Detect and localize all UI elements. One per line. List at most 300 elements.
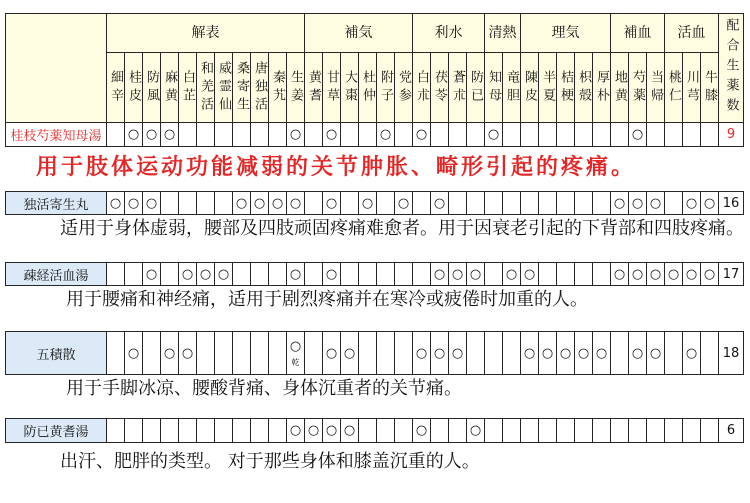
- ingredient-count-header: [718, 13, 744, 123]
- herb-cell: [574, 418, 593, 443]
- category-header: [484, 13, 521, 53]
- circle-mark-icon: ○: [469, 266, 482, 282]
- herb-cell: [574, 122, 593, 147]
- herb-cell: [484, 331, 503, 375]
- circle-mark-icon: ○: [541, 345, 554, 361]
- category-label: 清熱: [488, 25, 517, 41]
- herb-cell: [430, 331, 449, 375]
- herb-cell: [142, 262, 161, 286]
- herb-cell: [322, 331, 341, 375]
- herb-name: 麻黄: [162, 69, 177, 106]
- herb-name: 和羌活: [198, 60, 213, 115]
- herb-cell: [430, 122, 449, 147]
- formula-name: 防已黄耆湯: [23, 425, 89, 440]
- herb-cell: [196, 418, 215, 443]
- circle-mark-icon: ○: [289, 338, 302, 354]
- herb-cell: [394, 262, 413, 286]
- herb-header-cell: [286, 52, 305, 123]
- circle-mark-icon: ○: [325, 195, 338, 211]
- herb-cell: [268, 191, 287, 215]
- herb-name: 桂皮: [126, 69, 141, 106]
- circle-mark-icon: ○: [685, 266, 698, 282]
- circle-mark-icon: ○: [487, 127, 500, 142]
- herb-cell: [160, 418, 179, 443]
- herb-name: 蒼朮: [450, 69, 465, 106]
- herb-cell: [682, 418, 701, 443]
- circle-mark-icon: ○: [307, 423, 320, 438]
- circle-mark-icon: ○: [289, 266, 302, 282]
- header-corner-cell: [5, 13, 107, 123]
- herb-name: 半夏: [540, 69, 555, 106]
- circle-mark-icon: ○: [289, 127, 302, 142]
- herb-cell: [358, 122, 377, 147]
- herb-header-cell: [304, 52, 323, 123]
- herb-cell: [196, 191, 215, 215]
- herb-header-cell: [592, 52, 611, 123]
- herb-cell: [106, 418, 125, 443]
- circle-mark-icon: ○: [217, 266, 230, 282]
- herb-cell: [142, 191, 161, 215]
- circle-mark-icon: ○: [685, 345, 698, 361]
- formula-name: 五積散: [36, 347, 76, 363]
- herb-cell: [142, 331, 161, 375]
- herb-cell: [412, 122, 431, 147]
- herb-header-cell: [340, 52, 359, 123]
- herb-cell: [376, 191, 395, 215]
- category-header: [412, 13, 485, 53]
- herb-cell: [646, 418, 665, 443]
- herb-cell: [286, 191, 305, 215]
- herb-cell: [232, 191, 251, 215]
- circle-mark-icon: ○: [289, 195, 302, 211]
- herb-cell: [556, 418, 575, 443]
- herb-cell: [484, 418, 503, 443]
- category-label: 補気: [344, 25, 373, 41]
- herb-cell: [520, 122, 539, 147]
- circle-mark-icon: ○: [703, 266, 716, 282]
- circle-mark-icon: ○: [631, 195, 644, 211]
- herb-cell: [538, 191, 557, 215]
- circle-mark-icon: ○: [325, 345, 338, 361]
- herb-header-cell: [466, 52, 485, 123]
- herb-cell: [556, 191, 575, 215]
- herb-cell: [502, 191, 521, 215]
- circle-mark-icon: ○: [631, 127, 644, 142]
- herb-name: 桔梗: [558, 69, 573, 106]
- herb-name: 芍薬: [630, 69, 645, 106]
- herb-header-cell: [106, 52, 125, 123]
- herb-cell: [358, 331, 377, 375]
- herb-name: 陳皮: [522, 69, 537, 106]
- herb-cell: [394, 418, 413, 443]
- herb-name: 知母: [486, 69, 501, 106]
- herb-cell: [448, 191, 467, 215]
- herb-cell: [556, 331, 575, 375]
- ingredient-count-value: 6: [726, 423, 736, 438]
- herb-cell: [412, 331, 431, 375]
- circle-mark-icon: ○: [523, 266, 536, 282]
- circle-mark-icon: ○: [343, 345, 356, 361]
- herb-header-cell: [502, 52, 521, 123]
- herb-cell: [178, 191, 197, 215]
- herb-cell: [700, 122, 719, 147]
- herb-cell: [700, 262, 719, 286]
- herb-name: 杜仲: [360, 69, 375, 106]
- circle-mark-icon: ○: [127, 195, 140, 211]
- herb-cell: [484, 191, 503, 215]
- herb-name: 大棗: [342, 69, 357, 106]
- herb-cell: [520, 331, 539, 375]
- herb-cell: [250, 191, 269, 215]
- circle-mark-icon: ○: [325, 266, 338, 282]
- herb-cell: [628, 122, 647, 147]
- formula-description: 用于手脚冰凉、腰酸背痛、身体沉重者的关节痛。: [66, 378, 462, 399]
- herb-cell: [610, 191, 629, 215]
- herb-name: 甘草: [324, 69, 339, 106]
- herb-cell: [106, 262, 125, 286]
- herb-name: 防已: [468, 69, 483, 106]
- herb-cell: [286, 331, 305, 375]
- circle-mark-icon: ○: [451, 266, 464, 282]
- herb-cell: [376, 122, 395, 147]
- herb-header-cell: [160, 52, 179, 123]
- herb-cell: [610, 122, 629, 147]
- category-header: [106, 13, 305, 53]
- circle-mark-icon: ○: [253, 195, 266, 211]
- herb-cell: [448, 331, 467, 375]
- herb-cell: [214, 191, 233, 215]
- herb-cell: [214, 262, 233, 286]
- herb-name: 桃仁: [666, 69, 681, 106]
- herb-cell: [160, 191, 179, 215]
- herb-cell: [142, 418, 161, 443]
- herb-header-cell: [376, 52, 395, 123]
- herb-cell: [682, 191, 701, 215]
- herb-cell: [574, 331, 593, 375]
- circle-mark-icon: ○: [145, 127, 158, 142]
- circle-mark-icon: ○: [649, 266, 662, 282]
- herb-cell: [160, 262, 179, 286]
- circle-mark-icon: ○: [415, 423, 428, 438]
- circle-mark-icon: ○: [523, 345, 536, 361]
- formula-description: 出汗、肥胖的类型。 对于那些身体和膝盖沉重的人。: [60, 451, 480, 472]
- herb-name: 黄耆: [306, 69, 321, 106]
- herb-cell: [502, 418, 521, 443]
- circle-mark-icon: ○: [667, 266, 680, 282]
- herb-cell: [700, 418, 719, 443]
- ingredient-count-value: 16: [722, 195, 740, 211]
- herb-cell: [142, 122, 161, 147]
- herb-cell: [286, 262, 305, 286]
- herb-cell: [322, 262, 341, 286]
- circle-mark-icon: ○: [397, 195, 410, 211]
- herb-cell: [358, 262, 377, 286]
- category-header: [304, 13, 413, 53]
- herb-cell: [376, 262, 395, 286]
- formula-name: 桂枝芍薬知母湯: [10, 129, 102, 144]
- herb-cell: [466, 122, 485, 147]
- circle-mark-icon: ○: [613, 195, 626, 211]
- circle-mark-icon: ○: [505, 266, 518, 282]
- herb-cell: [484, 122, 503, 147]
- herb-cell: [700, 191, 719, 215]
- herb-cell: [412, 262, 431, 286]
- circle-mark-icon: ○: [433, 195, 446, 211]
- herb-cell: [592, 331, 611, 375]
- circle-mark-icon: ○: [649, 195, 662, 211]
- herb-name: 桑寄生: [234, 60, 249, 115]
- herb-cell: [520, 418, 539, 443]
- herb-cell: [214, 122, 233, 147]
- herb-cell: [556, 122, 575, 147]
- herb-cell: [682, 122, 701, 147]
- herb-name: 牛膝: [702, 69, 717, 106]
- herb-cell: [196, 331, 215, 375]
- ingredient-count-value: 18: [722, 345, 740, 361]
- herb-cell: [466, 191, 485, 215]
- formula-name-cell: [5, 262, 107, 286]
- herb-header-cell: [556, 52, 575, 123]
- herb-cell: [538, 262, 557, 286]
- herb-cell: [322, 191, 341, 215]
- herb-cell: [232, 331, 251, 375]
- herb-cell: [394, 122, 413, 147]
- herb-cell: [574, 191, 593, 215]
- herb-cell: [124, 191, 143, 215]
- circle-mark-icon: ○: [415, 127, 428, 142]
- herb-cell: [268, 262, 287, 286]
- herb-name: 当帰: [648, 69, 663, 106]
- herb-name: 防風: [144, 69, 159, 106]
- herb-cell: [106, 122, 125, 147]
- herb-name: 威霊仙: [216, 60, 231, 115]
- circle-mark-icon: ○: [631, 266, 644, 282]
- herb-header-cell: [574, 52, 593, 123]
- ingredient-count-value: 17: [722, 266, 740, 282]
- herb-name: 茯苓: [432, 69, 447, 106]
- herb-cell: [304, 418, 323, 443]
- circle-mark-icon: ○: [109, 195, 122, 211]
- circle-mark-icon: ○: [181, 345, 194, 361]
- circle-mark-icon: ○: [685, 195, 698, 211]
- circle-mark-icon: ○: [649, 345, 662, 361]
- herb-cell: [646, 331, 665, 375]
- ingredient-count-cell: [718, 331, 744, 375]
- herb-cell: [592, 418, 611, 443]
- category-label: 理気: [551, 25, 580, 41]
- herb-cell: [538, 331, 557, 375]
- herb-cell: [340, 262, 359, 286]
- herb-header-cell: [664, 52, 683, 123]
- herb-cell: [340, 122, 359, 147]
- herb-cell: [232, 418, 251, 443]
- herb-cell: [502, 122, 521, 147]
- circle-mark-icon: ○: [415, 345, 428, 361]
- circle-mark-icon: ○: [127, 345, 140, 361]
- herb-cell: [196, 262, 215, 286]
- formula-description: 用于腰痛和神经痛，适用于剧烈疼痛并在寒冷或疲倦时加重的人。: [66, 289, 588, 310]
- herb-header-cell: [538, 52, 557, 123]
- herb-cell: [430, 191, 449, 215]
- herb-cell: [250, 331, 269, 375]
- formula-description: 用于肢体运动功能减弱的关节肿胀、畸形引起的疼痛。: [36, 155, 637, 180]
- herb-cell: [124, 418, 143, 443]
- herb-name: 白芷: [180, 69, 195, 106]
- herb-cell: [304, 191, 323, 215]
- herb-cell: [592, 191, 611, 215]
- herb-cell: [376, 418, 395, 443]
- circle-mark-icon: ○: [235, 195, 248, 211]
- herb-cell: [340, 418, 359, 443]
- herb-cell: [178, 262, 197, 286]
- ingredient-count-cell: [718, 262, 744, 286]
- category-label: 活血: [677, 25, 706, 41]
- herb-name: 唐独活: [252, 60, 267, 115]
- circle-mark-icon: ○: [325, 127, 338, 142]
- herb-cell: [304, 331, 323, 375]
- herb-header-cell: [358, 52, 377, 123]
- herb-header-cell: [646, 52, 665, 123]
- herb-cell: [628, 331, 647, 375]
- herb-cell: [304, 262, 323, 286]
- herb-cell: [286, 418, 305, 443]
- circle-mark-icon: ○: [613, 266, 626, 282]
- herb-cell: [448, 122, 467, 147]
- herb-cell: [268, 418, 287, 443]
- herb-cell: [394, 331, 413, 375]
- herb-header-cell: [142, 52, 161, 123]
- ingredient-count-cell: [718, 418, 744, 443]
- formula-name: 疎経活血湯: [23, 268, 89, 284]
- herb-cell: [250, 418, 269, 443]
- herb-cell: [592, 122, 611, 147]
- herb-header-cell: [412, 52, 431, 123]
- herb-cell: [178, 331, 197, 375]
- herb-cell: [682, 262, 701, 286]
- herb-cell: [286, 122, 305, 147]
- herb-header-cell: [124, 52, 143, 123]
- herb-name: 竜胆: [504, 69, 519, 106]
- category-header: [664, 13, 719, 53]
- formula-name-cell: [5, 331, 107, 375]
- herb-cell: [178, 418, 197, 443]
- herb-cell: [700, 331, 719, 375]
- herb-cell: [196, 122, 215, 147]
- herb-cell: [412, 191, 431, 215]
- herb-cell: [358, 191, 377, 215]
- category-label: 利水: [434, 25, 463, 41]
- herb-cell: [430, 418, 449, 443]
- formula-name-cell: [5, 191, 107, 215]
- herb-header-cell: [322, 52, 341, 123]
- circle-mark-icon: ○: [595, 345, 608, 361]
- formula-description: 适用于身体虚弱，腰部及四肢顽固疼痛难愈者。用于因衰老引起的下背部和四肢疼痛。: [60, 218, 744, 239]
- circle-mark-icon: ○: [577, 345, 590, 361]
- herb-cell: [628, 418, 647, 443]
- herb-cell: [628, 191, 647, 215]
- herb-name: 地黄: [612, 69, 627, 106]
- herb-cell: [484, 262, 503, 286]
- herb-header-cell: [682, 52, 701, 123]
- ingredient-count-cell: [718, 122, 744, 147]
- herb-header-cell: [268, 52, 287, 123]
- herb-header-cell: [394, 52, 413, 123]
- herb-name: 党参: [396, 69, 411, 106]
- herb-cell: [538, 122, 557, 147]
- herb-cell: [466, 262, 485, 286]
- circle-mark-icon: ○: [181, 266, 194, 282]
- herb-cell: [448, 418, 467, 443]
- herb-cell: [664, 262, 683, 286]
- circle-mark-icon: ○: [469, 423, 482, 438]
- herb-cell: [304, 122, 323, 147]
- herb-cell: [556, 262, 575, 286]
- herb-cell: [592, 262, 611, 286]
- herb-cell: [214, 418, 233, 443]
- herb-cell: [520, 262, 539, 286]
- herb-cell: [160, 331, 179, 375]
- circle-mark-icon: ○: [451, 345, 464, 361]
- herb-cell: [232, 262, 251, 286]
- herb-cell: [430, 262, 449, 286]
- herb-cell: [664, 418, 683, 443]
- ingredient-count-cell: [718, 191, 744, 215]
- herb-cell: [124, 262, 143, 286]
- herb-cell: [610, 418, 629, 443]
- herb-name: 秦艽: [270, 69, 285, 106]
- circle-mark-icon: ○: [703, 195, 716, 211]
- herb-header-cell: [178, 52, 197, 123]
- herb-cell: [664, 191, 683, 215]
- herb-cell: [538, 418, 557, 443]
- circle-mark-icon: ○: [145, 195, 158, 211]
- herb-cell: [268, 122, 287, 147]
- herb-name: 枳殻: [576, 69, 591, 106]
- herb-header-cell: [700, 52, 719, 123]
- herb-header-cell: [610, 52, 629, 123]
- herb-header-cell: [196, 52, 215, 123]
- circle-mark-icon: ○: [343, 423, 356, 438]
- circle-mark-icon: ○: [289, 423, 302, 438]
- herb-cell: [664, 122, 683, 147]
- herb-cell: [502, 331, 521, 375]
- formula-name-cell: [5, 122, 107, 147]
- herb-header-cell: [232, 52, 251, 123]
- formula-name: 独活寄生丸: [23, 197, 89, 213]
- circle-mark-icon: ○: [433, 266, 446, 282]
- herb-cell: [502, 262, 521, 286]
- herb-name: 厚朴: [594, 69, 609, 106]
- herb-cell: [358, 418, 377, 443]
- herb-cell: [250, 122, 269, 147]
- herb-header-cell: [250, 52, 269, 123]
- circle-mark-icon: ○: [361, 195, 374, 211]
- herb-name: 川芎: [684, 69, 699, 106]
- herb-cell: [232, 122, 251, 147]
- herb-cell: [412, 418, 431, 443]
- herb-header-cell: [484, 52, 503, 123]
- herb-cell: [574, 262, 593, 286]
- circle-mark-icon: ○: [433, 345, 446, 361]
- herb-header-cell: [520, 52, 539, 123]
- herb-cell: [646, 122, 665, 147]
- herb-cell: [466, 418, 485, 443]
- herb-cell: [646, 262, 665, 286]
- circle-mark-icon: ○: [379, 127, 392, 142]
- herb-name: 細辛: [108, 69, 123, 106]
- formula-name-cell: [5, 418, 107, 443]
- circle-mark-icon: ○: [631, 345, 644, 361]
